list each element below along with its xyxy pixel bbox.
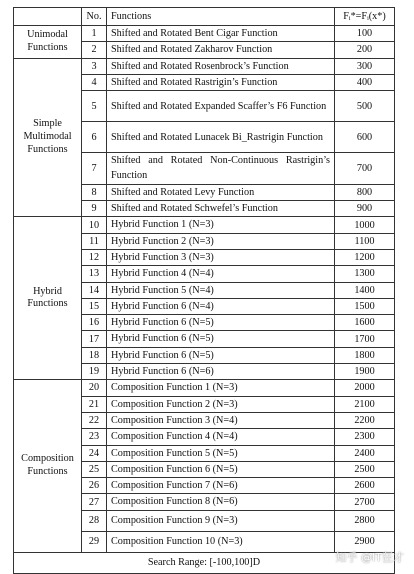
row-function: Composition Function 10 (N=3) xyxy=(107,531,335,552)
table-row xyxy=(14,58,395,74)
row-no: 19 xyxy=(82,364,107,380)
row-function: Hybrid Function 6 (N=5) xyxy=(107,315,335,331)
row-value: 2900 xyxy=(335,531,395,552)
row-function: Shifted and Rotated Schwefel’s Function xyxy=(107,201,335,217)
row-value: 2400 xyxy=(335,445,395,461)
row-value: 600 xyxy=(335,122,395,153)
row-no: 1 xyxy=(82,26,107,42)
row-value: 300 xyxy=(335,58,395,74)
row-function: Composition Function 6 (N=5) xyxy=(107,461,335,477)
row-function: Hybrid Function 4 (N=4) xyxy=(107,266,335,282)
row-function: Hybrid Function 6 (N=5) xyxy=(107,347,335,363)
row-value: 1000 xyxy=(335,217,395,233)
category-cell: Hybrid Functions xyxy=(14,217,82,380)
header-fstar: Fᵢ*=Fᵢ(x*) xyxy=(335,8,395,26)
table-row xyxy=(14,217,395,233)
row-no: 29 xyxy=(82,531,107,552)
row-function: Composition Function 2 (N=3) xyxy=(107,396,335,412)
row-no: 24 xyxy=(82,445,107,461)
row-no: 2 xyxy=(82,42,107,58)
row-function: Composition Function 9 (N=3) xyxy=(107,510,335,531)
row-no: 25 xyxy=(82,461,107,477)
row-no: 17 xyxy=(82,331,107,347)
row-value: 500 xyxy=(335,91,395,122)
row-value: 1900 xyxy=(335,364,395,380)
row-no: 27 xyxy=(82,494,107,510)
row-value: 900 xyxy=(335,201,395,217)
header-category xyxy=(14,8,82,26)
row-value: 100 xyxy=(335,26,395,42)
row-value: 1500 xyxy=(335,298,395,314)
row-function: Shifted and Rotated Rosenbrock’s Function xyxy=(107,58,335,74)
row-function: Composition Function 8 (N=6) xyxy=(107,494,335,510)
row-value: 1400 xyxy=(335,282,395,298)
row-function: Hybrid Function 2 (N=3) xyxy=(107,233,335,249)
row-function: Shifted and Rotated Bent Cigar Function xyxy=(107,26,335,42)
row-no: 18 xyxy=(82,347,107,363)
row-value: 1700 xyxy=(335,331,395,347)
header-no: No. xyxy=(82,8,107,26)
row-function: Hybrid Function 5 (N=4) xyxy=(107,282,335,298)
row-value: 2600 xyxy=(335,478,395,494)
row-function: Composition Function 4 (N=4) xyxy=(107,429,335,445)
benchmark-table xyxy=(13,7,395,574)
row-function: Shifted and Rotated Non-Continuous Rastrigin’s Function xyxy=(107,153,335,185)
row-function: Shifted and Rotated Zakharov Function xyxy=(107,42,335,58)
category-cell: Unimodal Functions xyxy=(14,26,82,59)
row-function: Shifted and Rotated Expanded Scaffer’s F6 Function xyxy=(107,91,335,122)
row-no: 28 xyxy=(82,510,107,531)
row-no: 9 xyxy=(82,201,107,217)
table-row xyxy=(14,26,395,42)
row-value: 200 xyxy=(335,42,395,58)
row-function: Composition Function 3 (N=4) xyxy=(107,412,335,428)
row-no: 3 xyxy=(82,58,107,74)
header-functions: Functions xyxy=(107,8,335,26)
row-no: 4 xyxy=(82,74,107,90)
row-no: 20 xyxy=(82,380,107,396)
row-value: 400 xyxy=(335,74,395,90)
row-value: 2200 xyxy=(335,412,395,428)
row-function: Hybrid Function 6 (N=6) xyxy=(107,364,335,380)
row-no: 13 xyxy=(82,266,107,282)
row-no: 14 xyxy=(82,282,107,298)
row-function: Hybrid Function 6 (N=4) xyxy=(107,298,335,314)
search-range: Search Range: [-100,100]D xyxy=(14,552,395,573)
row-function: Shifted and Rotated Levy Function xyxy=(107,184,335,200)
watermark: 知乎 @IT狂才 xyxy=(335,551,404,564)
row-value: 1800 xyxy=(335,347,395,363)
row-function: Hybrid Function 6 (N=5) xyxy=(107,331,335,347)
table-body xyxy=(14,26,395,574)
row-value: 2700 xyxy=(335,494,395,510)
row-value: 2000 xyxy=(335,380,395,396)
row-no: 10 xyxy=(82,217,107,233)
row-value: 2100 xyxy=(335,396,395,412)
row-value: 1600 xyxy=(335,315,395,331)
row-function: Hybrid Function 3 (N=3) xyxy=(107,249,335,265)
row-value: 2500 xyxy=(335,461,395,477)
row-function: Hybrid Function 1 (N=3) xyxy=(107,217,335,233)
row-no: 6 xyxy=(82,122,107,153)
row-no: 26 xyxy=(82,478,107,494)
row-function: Composition Function 7 (N=6) xyxy=(107,478,335,494)
row-function: Composition Function 1 (N=3) xyxy=(107,380,335,396)
row-no: 7 xyxy=(82,153,107,185)
row-value: 2300 xyxy=(335,429,395,445)
row-value: 1100 xyxy=(335,233,395,249)
header-row xyxy=(14,8,395,26)
row-value: 700 xyxy=(335,153,395,185)
row-no: 8 xyxy=(82,184,107,200)
row-value: 2800 xyxy=(335,510,395,531)
category-cell: Simple Multimodal Functions xyxy=(14,58,82,217)
row-value: 800 xyxy=(335,184,395,200)
row-no: 22 xyxy=(82,412,107,428)
row-no: 11 xyxy=(82,233,107,249)
row-no: 12 xyxy=(82,249,107,265)
row-no: 15 xyxy=(82,298,107,314)
row-value: 1300 xyxy=(335,266,395,282)
table-row xyxy=(14,380,395,396)
row-value: 1200 xyxy=(335,249,395,265)
row-no: 23 xyxy=(82,429,107,445)
category-cell: Composition Functions xyxy=(14,380,82,552)
row-no: 5 xyxy=(82,91,107,122)
row-function: Shifted and Rotated Rastrigin’s Function xyxy=(107,74,335,90)
row-function: Composition Function 5 (N=5) xyxy=(107,445,335,461)
row-no: 21 xyxy=(82,396,107,412)
row-function: Shifted and Rotated Lunacek Bi_Rastrigin Function xyxy=(107,122,335,153)
row-no: 16 xyxy=(82,315,107,331)
